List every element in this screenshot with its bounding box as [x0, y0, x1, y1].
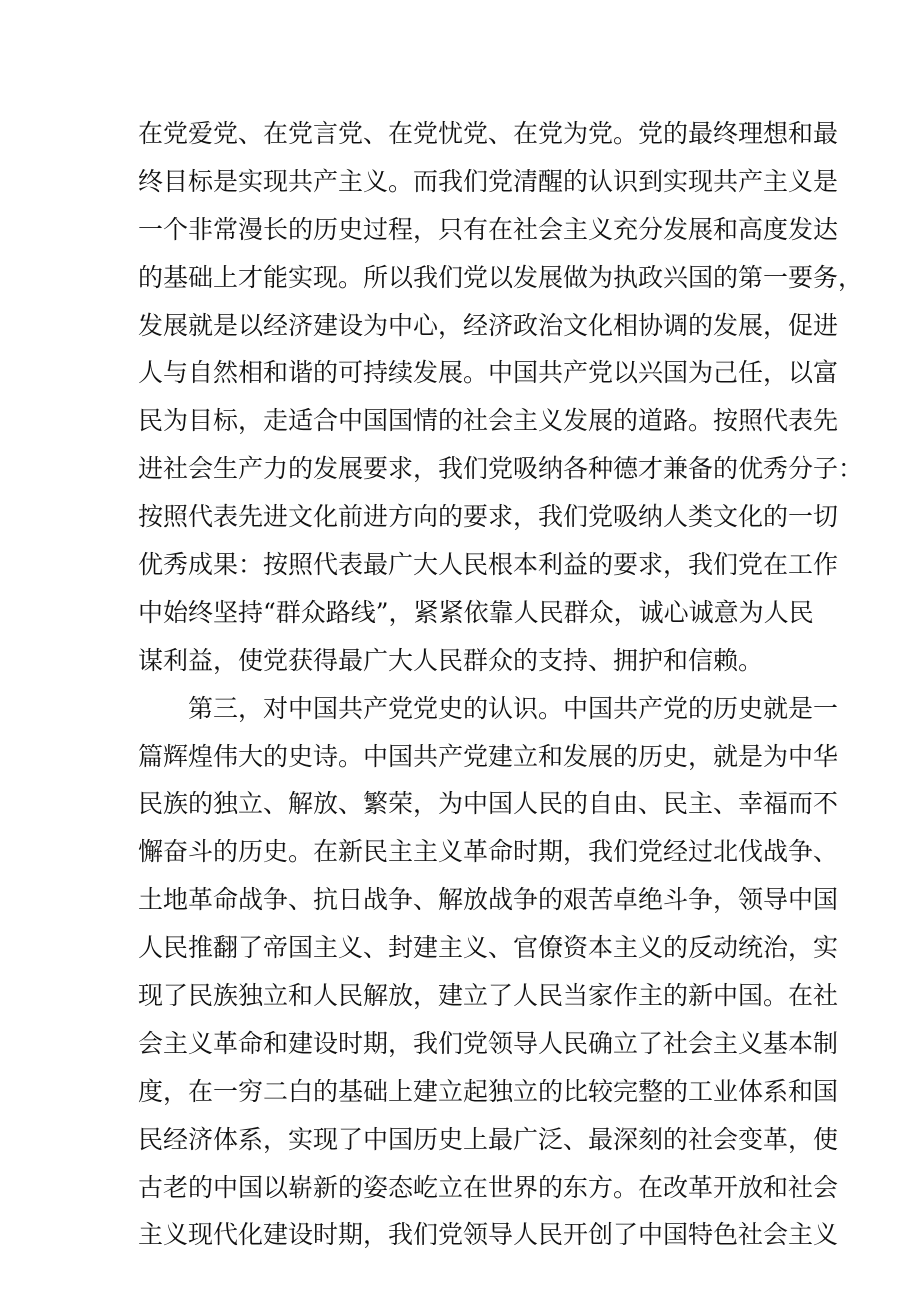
text-line: 度，在一穷二白的基础上建立起独立的比较完整的工业体系和国 [138, 1076, 839, 1106]
text-line: 民族的独立、解放、繁荣，为中国人民的自由、民主、幸福而不 [138, 789, 839, 819]
text-line: 懈奋斗的历史。在新民主主义革命时期，我们党经过北伐战争、 [138, 837, 839, 867]
body-text [138, 110, 864, 1259]
text-line: 民为目标，走适合中国国情的社会主义发展的道路。按照代表先 [138, 406, 839, 436]
text-line: 优秀成果：按照代表最广大人民根本利益的要求，我们党在工作 [138, 550, 839, 580]
text-line: 会主义革命和建设时期，我们党领导人民确立了社会主义基本制 [138, 1028, 839, 1058]
text-line: 终目标是实现共产主义。而我们党清醒的认识到实现共产主义是 [138, 166, 839, 196]
paragraph-last-line: 谋利益，使党获得最广大人民群众的支持、拥护和信赖。 [138, 645, 764, 675]
text-line: 按照代表先进文化前进方向的要求，我们党吸纳人类文化的一切 [138, 502, 839, 532]
text-line: 篇辉煌伟大的史诗。中国共产党建立和发展的历史，就是为中华 [138, 741, 839, 771]
text-line: 人与自然相和谐的可持续发展。中国共产党以兴国为己任，以富 [138, 358, 839, 388]
text-line: 现了民族独立和人民解放，建立了人民当家作主的新中国。在社 [138, 981, 839, 1011]
text-line: 的基础上才能实现。所以我们党以发展做为执政兴国的第一要务， [138, 262, 864, 292]
text-line: 人民推翻了帝国主义、封建主义、官僚资本主义的反动统治，实 [138, 933, 839, 963]
text-line: 在党爱党、在党言党、在党忧党、在党为党。党的最终理想和最 [138, 119, 839, 148]
text-line: 民经济体系，实现了中国历史上最广泛、最深刻的社会变革，使 [138, 1124, 839, 1154]
text-line: 古老的中国以崭新的姿态屹立在世界的东方。在改革开放和社会 [138, 1172, 839, 1202]
text-line: 发展就是以经济建设为中心，经济政治文化相协调的发展，促进 [138, 310, 839, 340]
text-line: 主义现代化建设时期，我们党领导人民开创了中国特色社会主义 [138, 1220, 839, 1250]
text-line: 一个非常漫长的历史过程，只有在社会主义充分发展和高度发达 [138, 214, 839, 244]
text-line: 土地革命战争、抗日战争、解放战争的艰苦卓绝斗争，领导中国 [138, 885, 839, 915]
text-line: 进社会生产力的发展要求，我们党吸纳各种德才兼备的优秀分子： [138, 454, 864, 484]
paragraph-first-line: 第三，对中国共产党党史的认识。中国共产党的历史就是一 [188, 693, 839, 723]
text-line: 中始终坚持“群众路线”，紧紧依靠人民群众，诚心诚意为人民 [138, 597, 814, 627]
